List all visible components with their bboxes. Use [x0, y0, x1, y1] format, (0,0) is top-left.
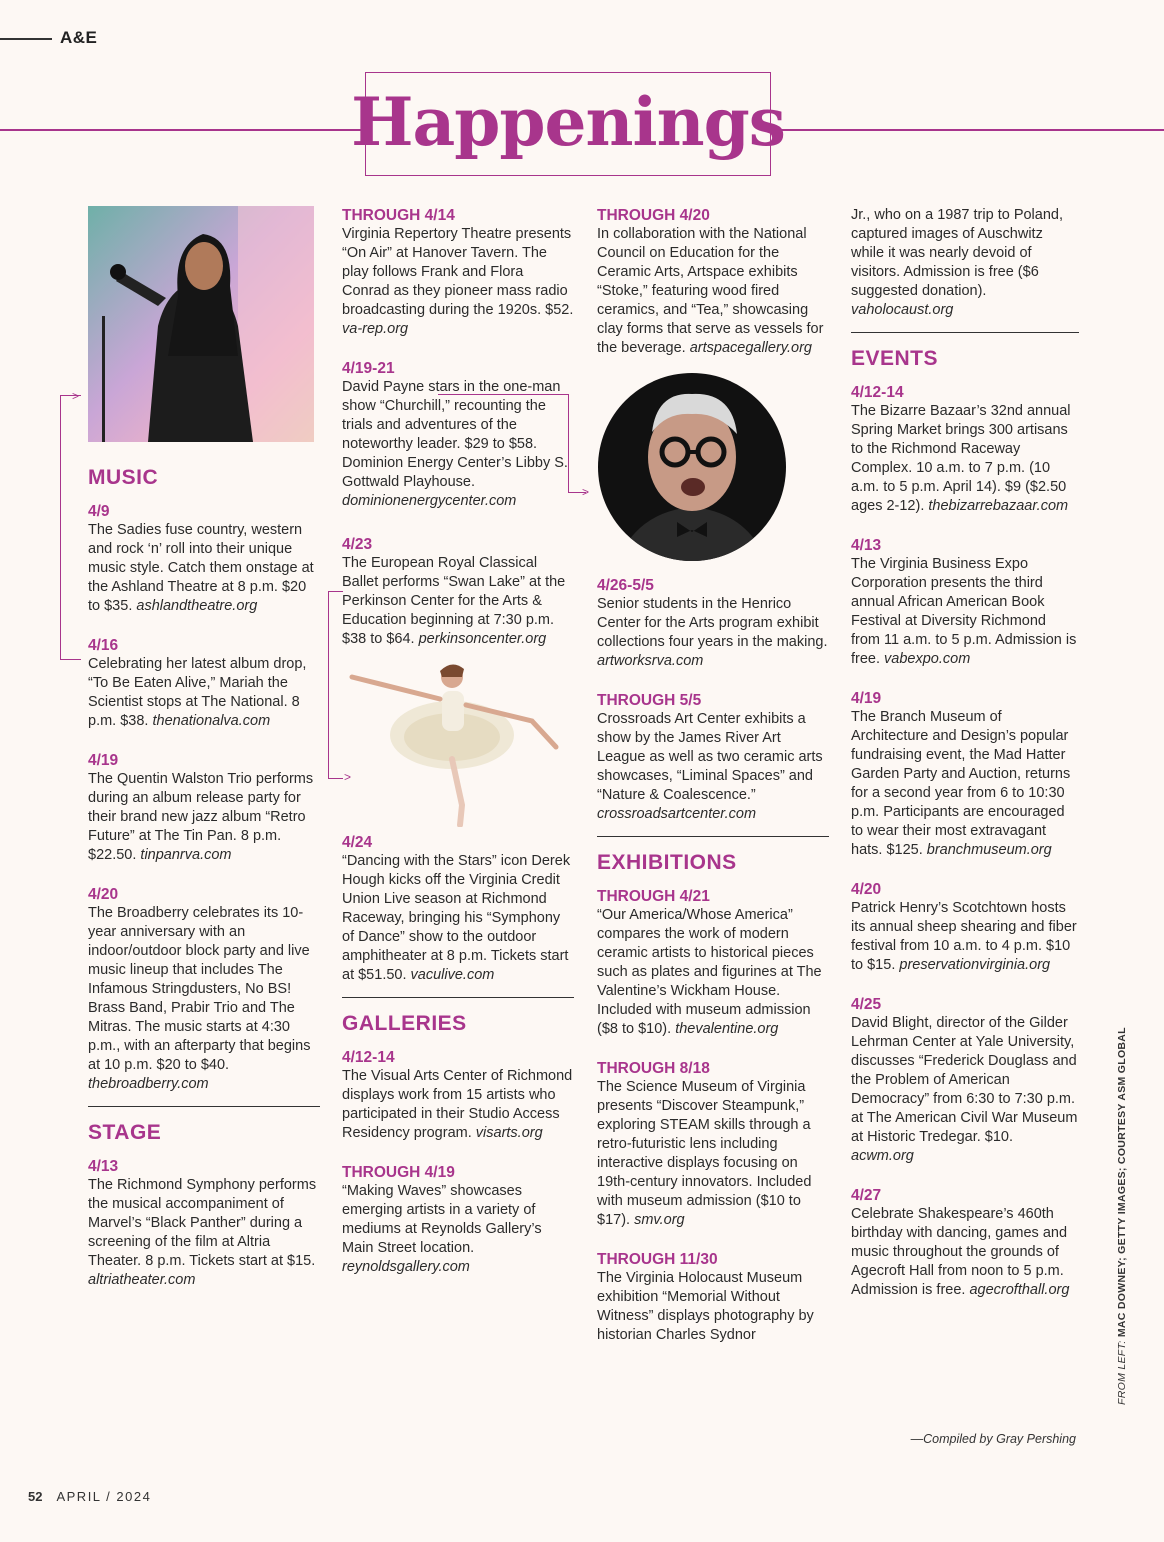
event-date: THROUGH 8/18	[597, 1060, 710, 1077]
list-item	[597, 206, 829, 358]
event-url[interactable]: thevalentine.org	[675, 1021, 779, 1037]
event-text: The Sadies fuse country, western and rock ‘n’ roll into their unique music style. Catch them onstage at the Ashland Theatre at 8 p.m. $20 to $35.	[88, 522, 314, 614]
event-url[interactable]: crossroadsartcenter.com	[597, 806, 757, 822]
event-date: 4/19-21	[342, 360, 395, 377]
section-divider	[342, 997, 574, 998]
event-date: 4/13	[851, 537, 882, 554]
list-item	[597, 1059, 829, 1230]
event-date: 4/19	[88, 752, 119, 769]
arrow-icon: >	[582, 485, 590, 499]
event-date: 4/25	[851, 996, 882, 1013]
event-url[interactable]: dominionenergycenter.com	[342, 493, 517, 509]
event-url[interactable]: thebroadberry.com	[88, 1076, 209, 1092]
list-item	[851, 689, 1079, 860]
event-url[interactable]: vaholocaust.org	[851, 302, 954, 318]
list-item	[342, 1048, 574, 1143]
event-url[interactable]: reynoldsgallery.com	[342, 1259, 470, 1275]
title-rule-left	[0, 129, 365, 131]
singer-photo	[88, 206, 314, 442]
list-item	[342, 535, 574, 649]
list-item	[597, 691, 829, 824]
event-url[interactable]: smv.org	[634, 1212, 685, 1228]
event-text: Jr., who on a 1987 trip to Poland, captured images of Auschwitz while it was nearly devoid of visitors. Admission is free ($6 suggested donation).	[851, 207, 1063, 299]
event-url[interactable]: vabexpo.com	[884, 651, 971, 667]
event-text: Crossroads Art Center exhibits a show by the James River Art League as well as two ceramic arts showcases, “Liminal Spaces” and “Nature & Coalescence.”	[597, 711, 823, 803]
event-text: The Quentin Walston Trio performs during an album release party for their brand new jazz album “Retro Future” at The Tin Pan. 8 p.m. $22.50.	[88, 771, 314, 863]
event-date: THROUGH 4/14	[342, 207, 455, 224]
page-footer	[28, 1489, 151, 1504]
events-heading: EVENTS	[851, 347, 939, 370]
credits-prefix: FROM LEFT:	[1116, 1337, 1128, 1405]
event-url[interactable]: acwm.org	[851, 1148, 914, 1164]
event-text: Celebrating her latest album drop, “To Be Eaten Alive,” Mariah the Scientist stops at The National. 8 p.m. $38.	[88, 656, 307, 729]
list-item	[342, 833, 574, 985]
event-text: Virginia Repertory Theatre presents “On Air” at Hanover Tavern. The play follows Frank and Flora Conrad as they pioneer mass radio broadcasting during the 1920s. $52.	[342, 226, 574, 318]
list-item	[88, 636, 320, 731]
event-text: In collaboration with the National Council on Education for the Ceramic Arts, Artspace exhibits “Stoke,” featuring wood fired ceramics, and “Tea,” showcasing clay forms that serve as vessels for the beverage.	[597, 226, 824, 356]
list-item	[597, 887, 829, 1039]
column-2	[342, 206, 574, 1297]
arrow-icon: >	[344, 770, 352, 784]
event-date: THROUGH 5/5	[597, 692, 702, 709]
event-date: THROUGH 4/20	[597, 207, 710, 224]
stage-heading: STAGE	[88, 1121, 162, 1144]
connector-line	[60, 395, 81, 660]
event-url[interactable]: vaculive.com	[410, 967, 495, 983]
event-date: THROUGH 4/19	[342, 1164, 455, 1181]
list-item	[597, 1250, 829, 1345]
compiled-by: —Compiled by Gray Pershing	[910, 1432, 1076, 1446]
list-item	[342, 206, 574, 339]
event-date: 4/26-5/5	[597, 577, 654, 594]
column-1	[88, 206, 320, 1310]
event-date: THROUGH 11/30	[597, 1251, 718, 1268]
list-item	[342, 1163, 574, 1277]
event-date: 4/20	[88, 886, 119, 903]
event-url[interactable]: tinpanrva.com	[140, 847, 232, 863]
actor-photo	[597, 372, 787, 562]
galleries-heading: GALLERIES	[342, 1012, 467, 1035]
title-box	[351, 72, 785, 176]
section-label: A&E	[60, 28, 98, 47]
event-text: The Bizarre Bazaar’s 32nd annual Spring Market brings 300 artisans to the Richmond Raceway Complex. 10 a.m. to 7 p.m. (10 a.m. to 5 p.m. April 14). $9 ($2.50 ages 2-12).	[851, 403, 1071, 514]
section-divider	[851, 332, 1079, 333]
page-title: Happenings	[351, 83, 785, 161]
title-rule-right	[771, 129, 1164, 131]
page-number: 52	[28, 1489, 43, 1504]
event-date: 4/24	[342, 834, 373, 851]
event-date: 4/12-14	[342, 1049, 395, 1066]
event-url[interactable]: altriatheater.com	[88, 1272, 196, 1288]
event-text: The Broadberry celebrates its 10-year anniversary with an indoor/outdoor block party and live music lineup that includes The Infamous Stringdusters, No BS! Brass Band, Prabir Trio and The Mitras. The music starts at 4:30 p.m., with an afterparty that begins at 10 p.m. $20 to $40.	[88, 905, 311, 1073]
list-item	[597, 576, 829, 671]
event-text: “Dancing with the Stars” icon Derek Hough kicks off the Virginia Credit Union Live season at Richmond Raceway, bringing his “Symphony of Dance” show to the outdoor amphitheater at 8 p.m. Tickets start at $51.50.	[342, 853, 571, 983]
column-3	[597, 206, 829, 1365]
list-item	[851, 206, 1079, 320]
event-url[interactable]: preservationvirginia.org	[899, 957, 1051, 973]
event-text: “Our America/Whose America” compares the work of modern ceramic artists to historical pieces such as plates and figurines at The Valentine’s Wickham House. Included with museum admission ($8 to $10).	[597, 907, 822, 1037]
arrow-icon: >	[72, 389, 80, 403]
event-text: “Making Waves” showcases emerging artists in a variety of mediums at Reynolds Gallery’s Main Street location.	[342, 1183, 542, 1256]
event-date: 4/16	[88, 637, 119, 654]
event-url[interactable]: perkinsoncenter.org	[418, 631, 547, 647]
event-text: The Richmond Symphony performs the musical accompaniment of Marvel’s “Black Panther” during a screening of the film at Altria Theater. 8 p.m. Tickets start at $15.	[88, 1177, 317, 1269]
connector-line	[328, 591, 343, 779]
event-date: 4/19	[851, 690, 882, 707]
event-url[interactable]: artworksrva.com	[597, 653, 704, 669]
event-date: 4/23	[342, 536, 373, 553]
column-4	[851, 206, 1079, 1320]
event-date: 4/20	[851, 881, 882, 898]
list-item	[851, 995, 1079, 1166]
list-item	[88, 1157, 320, 1290]
event-text: The European Royal Classical Ballet performs “Swan Lake” at the Perkinson Center for the Arts & Education beginning at 7:30 p.m. $38 to $64.	[342, 555, 566, 647]
event-text: David Payne stars in the one-man show “Churchill,” recounting the trials and adventures of the noteworthy leader. $29 to $58. Dominion Energy Center’s Libby S. Gottwald Playhouse.	[342, 379, 568, 490]
section-divider	[597, 836, 829, 837]
event-url[interactable]: branchmuseum.org	[926, 842, 1052, 858]
event-url[interactable]: agecrofthall.org	[969, 1282, 1070, 1298]
connector-line	[438, 394, 569, 493]
event-url[interactable]: va-rep.org	[342, 321, 409, 337]
event-text: Patrick Henry’s Scotchtown hosts its annual sheep shearing and fiber festival from 10 a.m. to 4 p.m. $10 to $15.	[851, 900, 1077, 973]
photo-credits	[1116, 1027, 1128, 1405]
event-url[interactable]: ashlandtheatre.org	[136, 598, 258, 614]
event-date: 4/27	[851, 1187, 882, 1204]
event-date: THROUGH 4/21	[597, 888, 710, 905]
event-text: David Blight, director of the Gilder Lehrman Center at Yale University, discusses “Frederick Douglass and the Problem of American Democracy” from 6:30 to 7:30 p.m. at The American Civil War Museum at Historic Tredegar. $10.	[851, 1015, 1078, 1145]
music-heading: MUSIC	[88, 466, 159, 489]
credits-text: MAC DOWNEY; GETTY IMAGES; COURTESY ASM GLOBAL	[1116, 1027, 1128, 1338]
event-text: The Virginia Business Expo Corporation presents the third annual African American Book Festival at Diversity Richmond from 11 a.m. to 5 p.m. Admission is free.	[851, 556, 1077, 667]
list-item	[851, 536, 1079, 669]
issue-date: APRIL / 2024	[56, 1489, 152, 1504]
event-text: The Branch Museum of Architecture and Design’s popular fundraising event, the Mad Hatter Garden Party and Auction, returns for a second year from 6 to 10:30 p.m. Participants are encouraged to wear their most extravagant hats. $125.	[851, 709, 1071, 858]
list-item	[851, 880, 1079, 975]
list-item	[88, 751, 320, 865]
event-text: The Science Museum of Virginia presents “Discover Steampunk,” exploring STEAM skills through a retro-futuristic lens including interactive displays focusing on 19th-century innovators. Included with museum admission ($10 to $17).	[597, 1079, 812, 1228]
event-text: Celebrate Shakespeare’s 460th birthday with dancing, games and music throughout the grounds of Agecroft Hall from noon to 5 p.m. Admission is free.	[851, 1206, 1068, 1298]
ballerina-photo	[342, 655, 568, 827]
list-item	[851, 383, 1079, 516]
event-url[interactable]: artspacegallery.org	[689, 340, 812, 356]
event-text: The Virginia Holocaust Museum exhibition “Memorial Without Witness” displays photography by historian Charles Sydnor	[597, 1270, 814, 1343]
list-item	[851, 1186, 1079, 1300]
event-url[interactable]: thenationalva.com	[152, 713, 271, 729]
event-date: 4/9	[88, 503, 110, 520]
header-rule	[0, 38, 52, 40]
list-item	[88, 885, 320, 1094]
event-date: 4/13	[88, 1158, 119, 1175]
event-text: Senior students in the Henrico Center for the Arts program exhibit collections four years in the making.	[597, 596, 828, 650]
exhibitions-heading: EXHIBITIONS	[597, 851, 737, 874]
event-date: 4/12-14	[851, 384, 904, 401]
event-url[interactable]: visarts.org	[475, 1125, 543, 1141]
list-item	[88, 502, 320, 616]
event-text: The Visual Arts Center of Richmond displays work from 15 artists who participated in their Studio Access Residency program.	[342, 1068, 573, 1141]
event-url[interactable]: thebizarrebazaar.com	[928, 498, 1069, 514]
section-divider	[88, 1106, 320, 1107]
